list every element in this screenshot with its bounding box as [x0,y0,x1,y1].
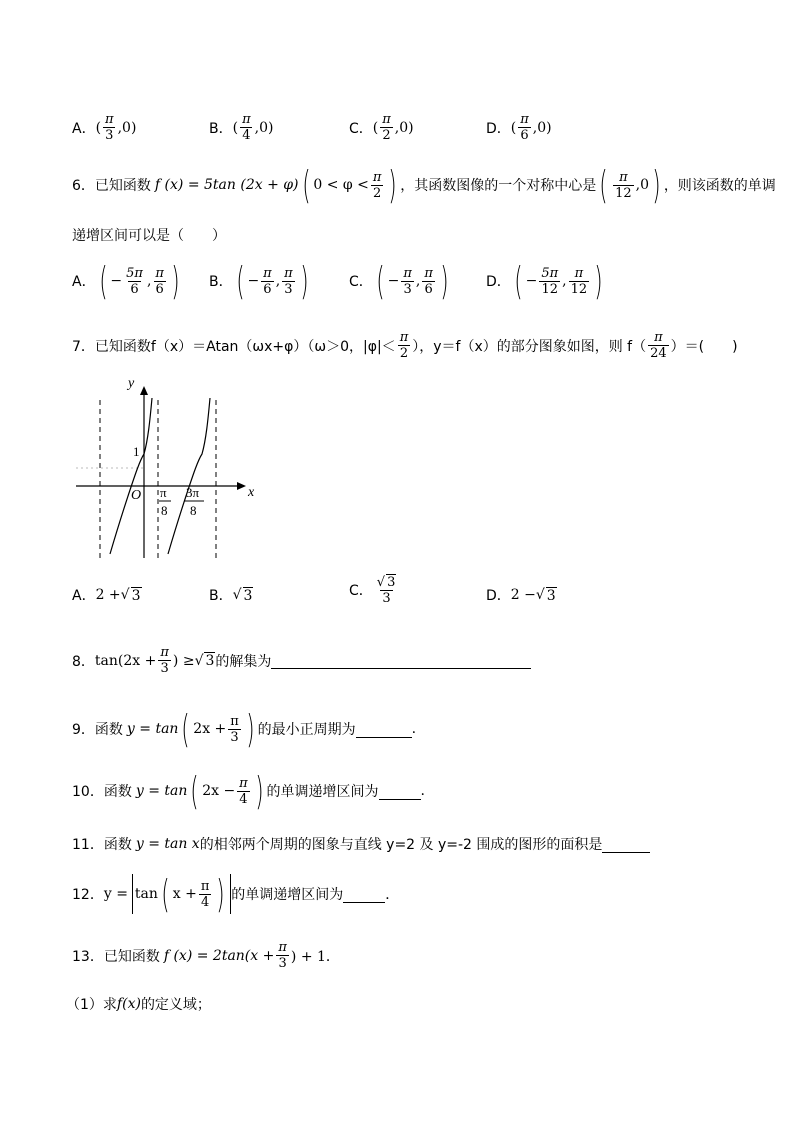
question-13: 13．已知函数 f (x) = 2tan(x + $\frac{\pi}{3}$ ) + 1． [72,940,340,971]
function-expression: f (x) = 5tan (2x + φ) [154,177,299,193]
question-12: 12． y = tan ( x + $\frac{\pi}{4}$ ) 的单调递增区间为 ． [72,872,400,916]
q7-option-c: C． $\frac{√ 3}{3}$ [349,575,396,606]
question-11: 11．函数 y = tan x 的相邻两个周期的图象与直线 y=2 及 y=-2 围成的图形的面积是 [72,834,650,854]
option-label: A． [72,120,96,137]
option-label: C． [349,120,373,137]
q7-option-b: B． √ 3 [209,587,253,604]
q6-option-a: A． ( − $\frac{5\pi}{6}$ , $\frac{\pi}{6}$ ) [72,259,180,303]
q7-option-a: A． 2 + √ 3 [72,587,141,604]
question-8: 8． tan(2x + $\frac{\pi}{3}$ ) ≥ √ 3 的解集为 [72,645,531,676]
answer-blank[interactable] [602,836,650,853]
option-label: D． [486,120,511,137]
q5-option-b: B． ( $\frac{\pi}{4}$ ,0) [209,112,274,143]
tangent-graph [70,370,260,565]
answer-blank[interactable] [379,783,421,800]
answer-blank[interactable] [271,652,531,669]
absolute-value: tan ( x + $\frac{\pi}{4}$ ) [132,874,231,914]
tick-3pi8-den: 8 [190,503,197,518]
fraction: $\frac{\pi}{6}$ [520,112,529,143]
fraction: $\frac{\pi}{2}$ [382,112,391,143]
q6-option-b: B． ( − $\frac{\pi}{6}$ , $\frac{\pi}{3}$ ) [209,259,309,303]
tick-pi8-den: 8 [161,503,168,518]
q5-option-d: D． ( $\frac{\pi}{6}$ ,0) [486,112,552,143]
tick-pi8-num: π [160,485,167,500]
fraction: $\frac{\pi}{3}$ [105,112,114,143]
origin-label: O [131,488,142,503]
q6-option-c: C． ( − $\frac{\pi}{3}$ , $\frac{\pi}{6}$ ) [349,259,449,303]
answer-blank[interactable] [343,886,385,903]
answer-blank[interactable] [356,721,412,738]
q5-option-a: A． ( $\frac{\pi}{3}$ ,0) [72,112,137,143]
x-axis-arrow [237,482,246,490]
question-13-part-1: （1）求 f(x) 的定义域； [66,996,211,1013]
tangent-branch-1 [110,398,152,554]
question-number: 6．已知函数 [72,178,151,194]
y-one-label: 1 [133,444,140,459]
fraction: $\frac{\pi}{4}$ [242,112,251,143]
tick-3pi8-num: 3π [186,485,200,500]
option-label: B． [209,120,233,137]
tangent-branch-2 [168,398,210,554]
question-10: 10．函数 y = tan ( 2x − $\frac{\pi}{4}$ ) 的单调递增区间为 . [72,769,425,813]
q7-option-d: D． 2 − √ 3 [486,587,556,604]
y-axis-label: y [128,376,135,391]
question-7-stem: 7．已知函数 f（x）＝Atan（ωx+φ）（ω＞0，|φ|＜ $\frac{\pi}{2}$ ），y＝f（x）的部分图象如图，则 f（ $\frac{\pi}{24}$ ）＝( ) [72,330,738,361]
q5-option-c: C． ( $\frac{\pi}{2}$ ,0) [349,112,414,143]
q6-option-d: D． ( − $\frac{5\pi}{12}$ , $\frac{\pi}{12}$ ) [486,259,603,303]
y-axis-arrow [140,386,148,395]
question-9: 9．函数 y = tan ( 2x + $\frac{\pi}{3}$ ) 的最小正周期为 . [72,707,417,751]
question-6-stem: 6．已知函数 f (x) = 5tan (2x + φ) ( 0 < φ < $\frac{\pi}{2}$ ) ，其函数图像的一个对称中心是 ( $\frac{\pi}{12}$ ,0 ) ，则该函数的单调 [72,163,776,207]
question-6-line2: 递增区间可以是（ ） [72,228,226,244]
x-axis-label: x [248,485,255,500]
